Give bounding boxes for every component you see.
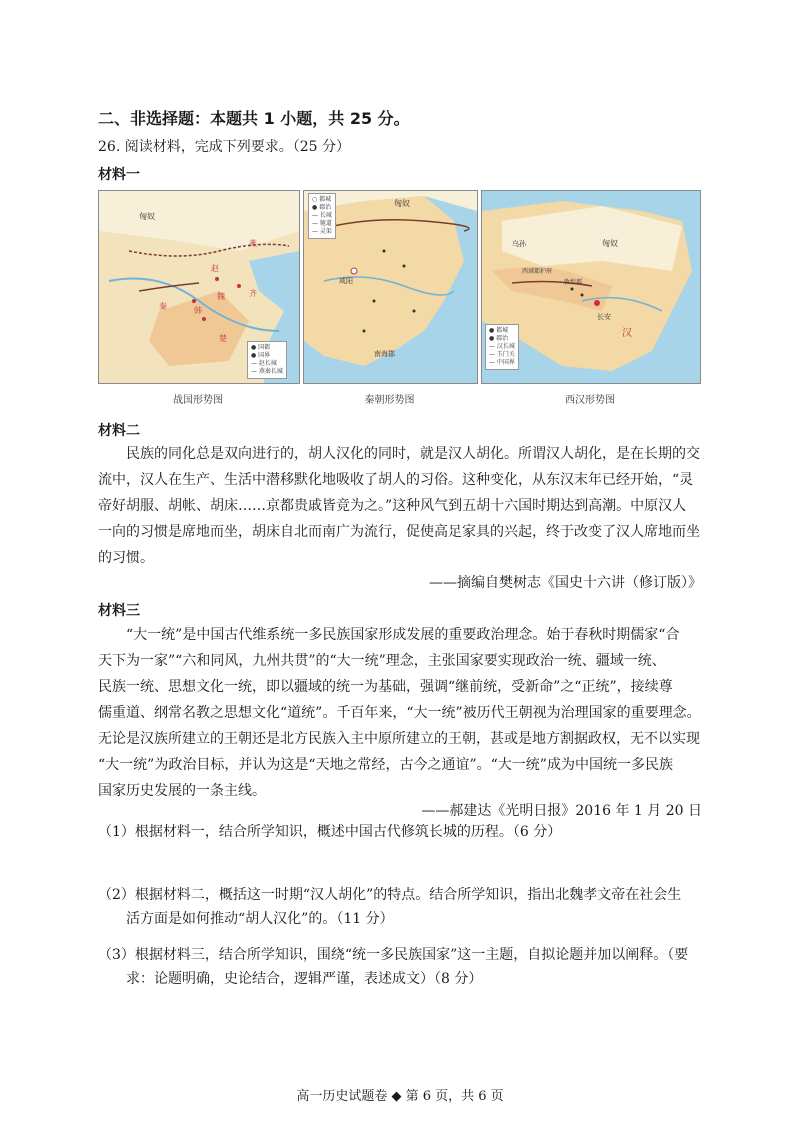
map3-label: 长安 [597, 313, 611, 321]
material3-label: 材料三 [98, 603, 140, 619]
map1-label: 魏 [217, 292, 225, 301]
map2-label: 南海郡 [374, 350, 395, 358]
material3-line: “大一统”是中国古代维系统一多民族国家形成发展的重要政治理念。始于春秋时期儒家“合 [126, 627, 680, 643]
question-2-line: 活方面是如何推动“胡人汉化”的。（11 分） [126, 911, 394, 927]
map1-label: 韩 [194, 306, 202, 315]
material2-line: 帝好胡服、胡帐、胡床……京都贵戚皆竞为之。”这种风气到五胡十六国时期达到高潮。中原汉人 [98, 498, 687, 514]
map1-label: 匈奴 [139, 212, 155, 221]
question-3-line: （3）根据材料三，结合所学知识，围绕“统一多民族国家”这一主题，自拟论题并加以阐释。（要 [98, 947, 689, 963]
material2-line: 的习惯。 [98, 550, 154, 566]
material3-line: 民族一统、思想文化一统，即以疆域的统一为基础，强调“继前统，受新命”之“正统”，接续尊 [98, 679, 673, 695]
material1-label: 材料一 [98, 167, 140, 183]
material2-line: 民族的同化总是双向进行的，胡人汉化的同时，就是汉人胡化。所谓汉人胡化，是在长期的交 [126, 446, 700, 462]
map1-legend: ● 国都 ● 国界 — 赵长城 — 燕秦长城 [247, 341, 287, 379]
material2-line: 流中，汉人在生产、生活中潜移默化地吸收了胡人的习俗。这种变化，从东汉末年已经开始，“灵 [98, 472, 694, 488]
material3-line: 无论是汉族所建立的王朝还是北方民族入主中原所建立的王朝，甚或是地方割据政权，无不以实现 [98, 731, 700, 747]
question-3 [98, 943, 708, 991]
question-2 [98, 883, 708, 931]
qin-map [303, 190, 478, 384]
question-1-line: （1）根据材料一，结合所学知识，概述中国古代修筑长城的历程。（6 分） [98, 824, 562, 840]
western-han-map [481, 190, 701, 384]
page-footer: 高一历史试题卷 ◆ 第 6 页，共 6 页 [296, 1089, 504, 1104]
question-heading: 26. 阅读材料，完成下列要求。（25 分） [98, 139, 350, 155]
map3-label: 汉 [622, 328, 632, 339]
map1-label: 齐 [249, 289, 257, 298]
material2-text [98, 441, 702, 571]
map3-label: 西域都护府 [522, 268, 553, 275]
map2-label: 咸阳 [339, 277, 353, 285]
section-title: 二、非选择题：本题共 1 小题，共 25 分。 [98, 109, 410, 128]
material3-text [98, 622, 702, 804]
map2-caption: 秦朝形势图 [364, 395, 415, 406]
question-3-line: 求：论题明确，史论结合，逻辑严谨，表述成文）（8 分） [126, 971, 483, 987]
map3-label: 匈奴 [602, 239, 618, 248]
map3-label: 乌孙 [512, 240, 526, 248]
material3-line: 天下为一家”“六和同风，九州共贯”的“大一统”理念，主张国家要实现政治一统、疆域一统、 [98, 653, 666, 669]
map2-label: 匈奴 [394, 199, 410, 208]
material3-line: 国家历史发展的一条主线。 [98, 783, 266, 799]
map3-label: 敦煌郡 [564, 279, 583, 286]
map1-label: 楚 [219, 334, 227, 343]
map1-label: 燕 [249, 239, 257, 248]
material3-line: “大一统”为政治目标，并认为这是“天地之常经，古今之通谊”。“大一统”成为中国统一多民族 [98, 757, 673, 773]
material2-label: 材料二 [98, 423, 140, 439]
map1-label: 赵 [211, 264, 219, 273]
question-2-line: （2）根据材料二，概括这一时期“汉人胡化”的特点。结合所学知识，指出北魏孝文帝在社会生 [98, 887, 682, 903]
material3-source: ——郝建达《光明日报》2016 年 1 月 20 日 [421, 803, 702, 819]
material2-line: 一向的习惯是席地而坐，胡床自北而南广为流行，促使高足家具的兴起，终于改变了汉人席地而坐 [98, 524, 700, 540]
map1-caption: 战国形势图 [173, 395, 223, 406]
warring-states-map [98, 190, 300, 384]
map2-legend: ○ 都城 ● 郡治 — 长城 — 驰道 — 灵渠 [308, 193, 336, 239]
map3-caption: 西汉形势图 [565, 395, 615, 406]
map1-label: 秦 [159, 302, 167, 311]
map3-legend: ● 都城 ● 郡治 — 汉长城 — 玉门关 — 中国界 [485, 324, 519, 370]
question-1 [98, 820, 708, 844]
material3-line: 儒重道、纲常名教之思想文化“道统”。千百年来，“大一统”被历代王朝视为治理国家的重要理念。 [98, 705, 701, 721]
material2-source: ——摘编自樊树志《国史十六讲（修订版）》 [429, 575, 702, 591]
